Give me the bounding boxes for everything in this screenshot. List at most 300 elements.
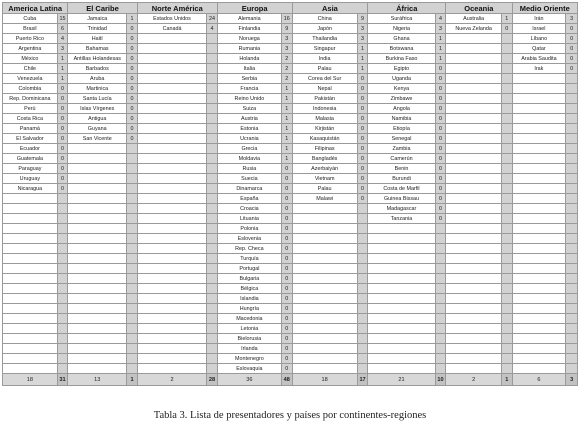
presenter-count: 1 [57, 64, 68, 74]
region-header-row [3, 3, 578, 14]
empty-cell [137, 34, 206, 44]
country-name: Suecia [217, 174, 281, 184]
presenter-count: 0 [57, 94, 68, 104]
empty-cell [368, 274, 435, 284]
region-header: America Latina [3, 3, 68, 14]
presenter-count: 1 [357, 54, 368, 64]
empty-cell [502, 134, 513, 144]
empty-cell [68, 254, 127, 264]
empty-cell [566, 234, 578, 244]
country-name: Estonia [217, 124, 281, 134]
empty-cell [68, 264, 127, 274]
empty-cell [137, 344, 206, 354]
country-name: Irlanda [217, 344, 281, 354]
country-name: Zimbawe [368, 94, 435, 104]
country-name: Chile [3, 64, 58, 74]
country-name: Bélgica [217, 284, 281, 294]
empty-cell [127, 294, 138, 304]
empty-cell [566, 244, 578, 254]
empty-cell [292, 314, 357, 324]
empty-cell [435, 294, 446, 304]
presenter-count: 0 [127, 24, 138, 34]
empty-cell [502, 234, 513, 244]
empty-cell [566, 224, 578, 234]
empty-cell [502, 44, 513, 54]
country-name: Indonesia [292, 104, 357, 114]
country-name: España [217, 194, 281, 204]
empty-cell [3, 354, 58, 364]
total-countries: 2 [446, 374, 502, 386]
empty-cell [512, 154, 566, 164]
presenter-count: 0 [435, 144, 446, 154]
table-row [3, 174, 578, 184]
empty-cell [566, 114, 578, 124]
country-name: Lituania [217, 214, 281, 224]
empty-cell [502, 274, 513, 284]
empty-cell [137, 334, 206, 344]
presenter-count: 0 [282, 334, 293, 344]
presenter-count: 0 [57, 154, 68, 164]
total-presenters: 48 [282, 374, 293, 386]
empty-cell [207, 114, 218, 124]
empty-cell [512, 304, 566, 314]
country-name: Francia [217, 84, 281, 94]
empty-cell [368, 364, 435, 374]
country-name: Croacia [217, 204, 281, 214]
country-name: Nicaragua [3, 184, 58, 194]
country-name: Palau [292, 64, 357, 74]
country-name: Angola [368, 104, 435, 114]
empty-cell [207, 264, 218, 274]
empty-cell [3, 234, 58, 244]
presenter-count: 0 [127, 64, 138, 74]
table-row [3, 354, 578, 364]
presenter-count: 0 [566, 54, 578, 64]
presenter-count: 15 [57, 14, 68, 24]
country-name: Turquía [217, 254, 281, 264]
empty-cell [57, 234, 68, 244]
empty-cell [127, 274, 138, 284]
presenter-count: 0 [357, 94, 368, 104]
empty-cell [207, 84, 218, 94]
presenter-count: 0 [57, 184, 68, 194]
empty-cell [502, 34, 513, 44]
presenter-count: 0 [435, 154, 446, 164]
empty-cell [512, 344, 566, 354]
table-row [3, 334, 578, 344]
empty-cell [502, 84, 513, 94]
presenter-count: 0 [282, 284, 293, 294]
empty-cell [566, 304, 578, 314]
empty-cell [502, 144, 513, 154]
empty-cell [137, 134, 206, 144]
empty-cell [137, 364, 206, 374]
empty-cell [512, 194, 566, 204]
presenter-count: 0 [435, 84, 446, 94]
empty-cell [127, 204, 138, 214]
country-name: Benin [368, 164, 435, 174]
empty-cell [435, 274, 446, 284]
presenter-count: 0 [282, 244, 293, 254]
region-header: Asia [292, 3, 368, 14]
presenter-count: 1 [282, 94, 293, 104]
empty-cell [207, 134, 218, 144]
empty-cell [357, 304, 368, 314]
presenter-count: 1 [282, 114, 293, 124]
empty-cell [137, 244, 206, 254]
presenter-count: 1 [282, 134, 293, 144]
country-name: Singapur [292, 44, 357, 54]
presenter-count: 1 [57, 74, 68, 84]
empty-cell [57, 264, 68, 274]
country-name: Haití [68, 34, 127, 44]
empty-cell [3, 364, 58, 374]
presenter-count: 0 [282, 344, 293, 354]
country-name: Grecia [217, 144, 281, 154]
empty-cell [566, 84, 578, 94]
presenter-count: 0 [282, 234, 293, 244]
country-name: Rep. Checa [217, 244, 281, 254]
presenter-count: 1 [282, 104, 293, 114]
presenter-count: 1 [127, 14, 138, 24]
country-name: Guinea Bissau [368, 194, 435, 204]
empty-cell [502, 204, 513, 214]
empty-cell [292, 324, 357, 334]
empty-cell [68, 194, 127, 204]
empty-cell [435, 254, 446, 264]
presenter-count: 0 [435, 134, 446, 144]
total-countries: 18 [3, 374, 58, 386]
empty-cell [68, 344, 127, 354]
empty-cell [512, 314, 566, 324]
table-row [3, 214, 578, 224]
empty-cell [357, 254, 368, 264]
empty-cell [3, 284, 58, 294]
country-name: Arabia Saudita [512, 54, 566, 64]
table-row [3, 344, 578, 354]
country-name: Portugal [217, 264, 281, 274]
table-row [3, 294, 578, 304]
empty-cell [68, 284, 127, 294]
country-name: Holanda [217, 54, 281, 64]
empty-cell [357, 354, 368, 364]
total-countries: 18 [292, 374, 357, 386]
presenter-count: 0 [127, 114, 138, 124]
empty-cell [446, 44, 502, 54]
empty-cell [127, 154, 138, 164]
presenter-count: 0 [282, 294, 293, 304]
presenter-count: 0 [57, 174, 68, 184]
country-name: Aruba [68, 74, 127, 84]
empty-cell [207, 364, 218, 374]
country-name: Estados Unidos [137, 14, 206, 24]
country-name: Letonia [217, 324, 281, 334]
empty-cell [512, 74, 566, 84]
country-name: Polonia [217, 224, 281, 234]
country-name: Bielorusia [217, 334, 281, 344]
empty-cell [512, 284, 566, 294]
empty-cell [512, 334, 566, 344]
empty-cell [502, 94, 513, 104]
empty-cell [137, 304, 206, 314]
table-row [3, 144, 578, 154]
empty-cell [357, 344, 368, 354]
country-name: El Salvador [3, 134, 58, 144]
presenter-count: 0 [282, 314, 293, 324]
presenter-count: 1 [435, 34, 446, 44]
empty-cell [566, 154, 578, 164]
totals-row [3, 374, 578, 386]
country-name: Nueva Zelanda [446, 24, 502, 34]
continent-table-sheet [2, 2, 578, 386]
presenter-count: 0 [435, 64, 446, 74]
country-name: Rusia [217, 164, 281, 174]
empty-cell [446, 274, 502, 284]
country-name: Rep. Dominicana [3, 94, 58, 104]
empty-cell [566, 264, 578, 274]
empty-cell [512, 234, 566, 244]
country-name: Austria [217, 114, 281, 124]
empty-cell [127, 144, 138, 154]
empty-cell [512, 124, 566, 134]
empty-cell [566, 354, 578, 364]
empty-cell [446, 324, 502, 334]
empty-cell [357, 224, 368, 234]
empty-cell [502, 294, 513, 304]
country-name: Cuba [3, 14, 58, 24]
presenter-count: 0 [57, 84, 68, 94]
presenter-count: 0 [282, 184, 293, 194]
empty-cell [207, 104, 218, 114]
total-presenters: 1 [127, 374, 138, 386]
empty-cell [368, 354, 435, 364]
empty-cell [3, 204, 58, 214]
presenter-count: 0 [282, 254, 293, 264]
empty-cell [207, 164, 218, 174]
empty-cell [137, 174, 206, 184]
empty-cell [446, 344, 502, 354]
empty-cell [68, 364, 127, 374]
presenter-count: 2 [282, 54, 293, 64]
presenter-count: 0 [435, 74, 446, 84]
country-name: Puerto Rico [3, 34, 58, 44]
total-presenters: 31 [57, 374, 68, 386]
empty-cell [207, 284, 218, 294]
empty-cell [502, 354, 513, 364]
empty-cell [127, 244, 138, 254]
empty-cell [68, 164, 127, 174]
table-row [3, 84, 578, 94]
country-name: Nepal [292, 84, 357, 94]
empty-cell [512, 364, 566, 374]
empty-cell [3, 334, 58, 344]
empty-cell [3, 274, 58, 284]
empty-cell [446, 364, 502, 374]
empty-cell [512, 244, 566, 254]
empty-cell [137, 204, 206, 214]
empty-cell [446, 64, 502, 74]
total-countries: 2 [137, 374, 206, 386]
empty-cell [357, 294, 368, 304]
empty-cell [207, 354, 218, 364]
empty-cell [357, 264, 368, 274]
table-row [3, 154, 578, 164]
presenter-count: 0 [435, 184, 446, 194]
empty-cell [512, 354, 566, 364]
empty-cell [57, 254, 68, 264]
empty-cell [502, 154, 513, 164]
table-row [3, 134, 578, 144]
presenter-count: 0 [57, 164, 68, 174]
empty-cell [68, 334, 127, 344]
empty-cell [137, 54, 206, 64]
country-name: Kirjistán [292, 124, 357, 134]
empty-cell [207, 244, 218, 254]
empty-cell [207, 44, 218, 54]
empty-cell [368, 294, 435, 304]
empty-cell [435, 304, 446, 314]
empty-cell [502, 224, 513, 234]
empty-cell [137, 224, 206, 234]
region-header: Norte América [137, 3, 217, 14]
empty-cell [127, 164, 138, 174]
empty-cell [292, 264, 357, 274]
country-name: Ucrania [217, 134, 281, 144]
presenter-count: 0 [57, 114, 68, 124]
empty-cell [446, 204, 502, 214]
empty-cell [137, 314, 206, 324]
empty-cell [127, 234, 138, 244]
empty-cell [137, 194, 206, 204]
country-name: Jamaica [68, 14, 127, 24]
empty-cell [207, 154, 218, 164]
presenter-count: 0 [357, 174, 368, 184]
empty-cell [502, 364, 513, 374]
empty-cell [68, 174, 127, 184]
empty-cell [137, 354, 206, 364]
presenter-count: 1 [282, 84, 293, 94]
empty-cell [137, 184, 206, 194]
table-row [3, 204, 578, 214]
country-name: Dinamarca [217, 184, 281, 194]
empty-cell [512, 104, 566, 114]
empty-cell [446, 134, 502, 144]
presenter-count: 0 [357, 154, 368, 164]
empty-cell [566, 94, 578, 104]
empty-cell [566, 314, 578, 324]
empty-cell [137, 44, 206, 54]
empty-cell [446, 224, 502, 234]
empty-cell [446, 164, 502, 174]
country-name: Zambia [368, 144, 435, 154]
empty-cell [512, 184, 566, 194]
empty-cell [446, 34, 502, 44]
empty-cell [446, 304, 502, 314]
presenter-count: 1 [57, 54, 68, 64]
country-name: Uruguay [3, 174, 58, 184]
country-name: Guatemala [3, 154, 58, 164]
empty-cell [502, 264, 513, 274]
table-row [3, 304, 578, 314]
country-name: Eslovaquia [217, 364, 281, 374]
presenter-count: 4 [57, 34, 68, 44]
presenter-count: 0 [357, 124, 368, 134]
empty-cell [435, 224, 446, 234]
country-name: Rumania [217, 44, 281, 54]
empty-cell [57, 224, 68, 234]
empty-cell [502, 334, 513, 344]
empty-cell [502, 64, 513, 74]
empty-cell [435, 324, 446, 334]
table-row [3, 114, 578, 124]
country-name: Nigeria [368, 24, 435, 34]
empty-cell [292, 244, 357, 254]
presenter-count: 0 [127, 104, 138, 114]
total-countries: 6 [512, 374, 566, 386]
country-name: Antillas Holandesas [68, 54, 127, 64]
presenter-count: 9 [282, 24, 293, 34]
empty-cell [207, 184, 218, 194]
empty-cell [446, 334, 502, 344]
empty-cell [368, 234, 435, 244]
empty-cell [357, 334, 368, 344]
country-name: China [292, 14, 357, 24]
empty-cell [566, 334, 578, 344]
empty-cell [127, 264, 138, 274]
empty-cell [502, 254, 513, 264]
empty-cell [207, 304, 218, 314]
presenter-count: 0 [435, 124, 446, 134]
presenter-count: 0 [435, 174, 446, 184]
empty-cell [512, 254, 566, 264]
empty-cell [207, 174, 218, 184]
presenter-count: 0 [57, 134, 68, 144]
empty-cell [446, 294, 502, 304]
country-name: Antigua [68, 114, 127, 124]
empty-cell [68, 294, 127, 304]
table-row [3, 274, 578, 284]
empty-cell [502, 304, 513, 314]
presenter-count: 0 [282, 164, 293, 174]
empty-cell [137, 154, 206, 164]
empty-cell [57, 274, 68, 284]
empty-cell [502, 344, 513, 354]
empty-cell [127, 184, 138, 194]
presenter-count: 0 [357, 144, 368, 154]
presenter-count: 0 [282, 304, 293, 314]
presenter-count: 1 [357, 64, 368, 74]
empty-cell [57, 364, 68, 374]
presenter-count: 3 [566, 14, 578, 24]
empty-cell [207, 254, 218, 264]
presenter-count: 9 [357, 14, 368, 24]
presenter-count: 0 [435, 214, 446, 224]
presenter-count: 3 [435, 24, 446, 34]
total-countries: 36 [217, 374, 281, 386]
empty-cell [137, 144, 206, 154]
country-name: Ghana [368, 34, 435, 44]
empty-cell [207, 224, 218, 234]
total-presenters: 17 [357, 374, 368, 386]
empty-cell [127, 324, 138, 334]
table-row [3, 314, 578, 324]
country-name: Irak [512, 64, 566, 74]
presenter-count: 0 [282, 174, 293, 184]
country-name: Costa de Marfil [368, 184, 435, 194]
total-presenters: 28 [207, 374, 218, 386]
table-row [3, 104, 578, 114]
empty-cell [292, 344, 357, 354]
